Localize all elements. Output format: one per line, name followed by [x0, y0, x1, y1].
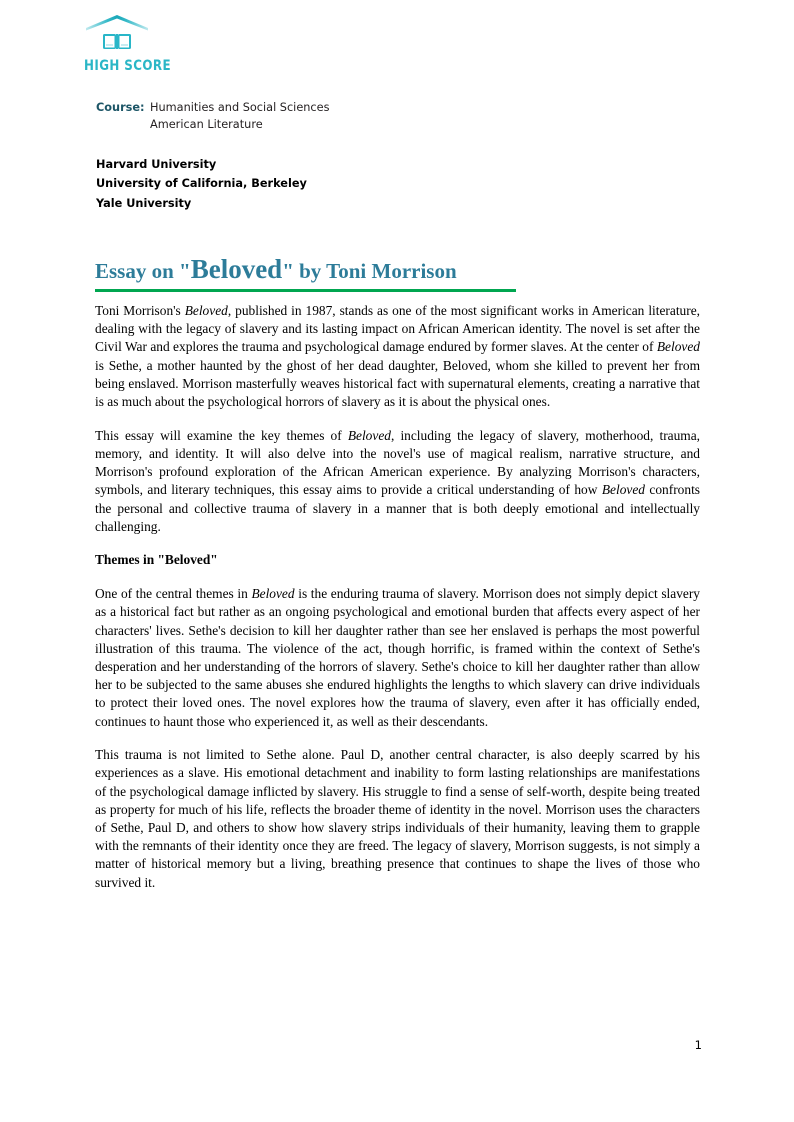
book-title-italic: Beloved — [656, 339, 700, 355]
text-run: is Sethe, a mother haunted by the ghost of her dead daughter, Beloved, whom she killed to prevent her from being enslaved. Morrison masterfully weaves historical fact with supernatural elements, creating a narrative that is as much about the psychological horrors of slavery as it is about the physical ones. — [95, 357, 700, 410]
book-title-italic: Beloved — [347, 427, 391, 443]
text-run: , including the legacy of slavery, motherhood, trauma, memory, and identity. It will also delve into the novel's use of magical realism, narrative structure, and Morrison's profound exploration of the African American experience. By analyzing Morrison's characters, symbols, and literary techniques, this essay aims to provide a critical understanding of how — [95, 427, 701, 498]
text-run: confronts the personal and collective trauma of slavery in a manner that is both deeply emotional and intellectually challenging. — [95, 482, 700, 534]
course-label: Course: — [96, 101, 145, 114]
course-value-primary: Humanities and Social Sciences — [150, 101, 330, 114]
book-title-italic: Beloved — [184, 303, 228, 318]
brand-name: HIGH SCORE — [84, 58, 172, 74]
section-subheading: Themes in "Beloved" — [95, 552, 218, 568]
course-row — [96, 99, 329, 116]
list-item: University of California, Berkeley — [96, 177, 307, 191]
text-run: , published in 1987, stands as one of the most significant works in American literature, dealing with the legacy of slavery and its lasting impact on African American identity. The novel is set after the Civil War and explores the trauma and psychological damage endured by former slaves. At the center of — [95, 303, 700, 355]
text-run: is the enduring trauma of slavery. Morrison does not simply depict slavery as a historical fact but rather as an ongoing psychological and emotional burden that affects every aspect of her characters' lives. Sethe's decision to kill her daughter rather than see her enslaved is perhaps the most powerful illustration of this trauma. The violence of the act, though horrific, is framed within the context of Sethe's desperation and her understanding of the horrors of slavery. Sethe's choice to kill her daughter rather than allow her to be subjected to the same abuses she endured highlights the lengths to which slavery can drive individuals to protect their loved ones. The novel explores how the trauma of slavery, even after it has officially ended, continues to haunt those who experienced it, as well as their descendants. — [95, 586, 700, 729]
text-run: Toni Morrison's — [95, 303, 185, 318]
book-title-italic: Beloved — [251, 586, 295, 602]
title-emphasis: Beloved — [190, 254, 283, 284]
brand-logo — [84, 14, 194, 74]
list-item: Yale University — [96, 196, 192, 210]
house-book-logo-icon — [85, 14, 149, 58]
title-prefix: Essay on " — [95, 259, 191, 283]
essay-body — [95, 302, 700, 892]
title-block — [95, 255, 700, 292]
page-title — [95, 255, 700, 283]
course-meta — [96, 99, 329, 133]
list-item: Harvard University — [96, 158, 217, 171]
text-run: This essay will examine the key themes of — [95, 427, 348, 443]
course-value-secondary: American Literature — [150, 118, 263, 131]
paragraph-2 — [95, 427, 700, 536]
university-list — [96, 155, 307, 213]
paragraph-4: This trauma is not limited to Sethe alone. Paul D, another central character, is also deeply scarred by his experiences as a slave. His emotional detachment and inability to form lasting relationships are manifestations of the psychological damage inflicted by slavery. His struggle to find a sense of self-worth, despite being treated as property for much of his life, reflects the broader theme of identity in the novel. Morrison uses the characters of Sethe, Paul D, and others to show how slavery strips individuals of their humanity, leaving them to grapple with the remnants of their identity once they are freed. The legacy of slavery, Morrison suggests, is not simply a matter of historical memory but a living, breathing presence that continues to shape the lives of those who survived it. — [95, 747, 700, 890]
text-run: One of the central themes in — [95, 586, 252, 602]
paragraph-3 — [95, 585, 700, 731]
book-title-italic: Beloved — [601, 482, 645, 498]
title-underline-rule — [95, 289, 516, 292]
paragraph-1 — [95, 302, 700, 411]
course-row-secondary — [96, 116, 329, 133]
title-suffix: " by Toni Morrison — [282, 259, 457, 283]
page-number: 1 — [694, 1038, 702, 1052]
